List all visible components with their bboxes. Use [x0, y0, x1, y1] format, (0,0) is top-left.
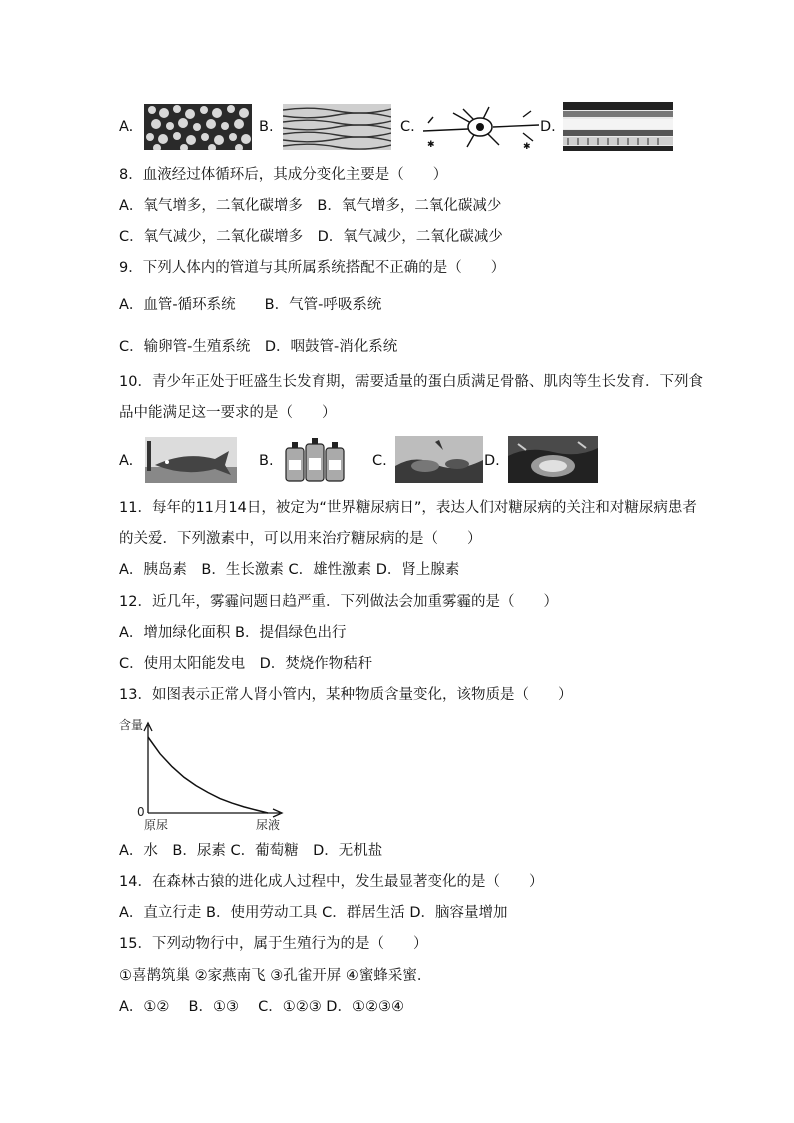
- q9-options-line2: C．输卵管-生殖系统 D．咽鼓管-消化系统: [119, 339, 398, 355]
- tissue-layers-image: [563, 102, 673, 151]
- q14-options-line1: A．直立行走 B．使用劳动工具 C．群居生活 D．脑容量增加: [119, 905, 508, 921]
- svg-text:✱: ✱: [523, 142, 531, 151]
- q15-stem: 15．下列动物行中，属于生殖行为的是（ ）: [119, 936, 428, 952]
- q13-options-line1: A．水 B．尿素 C．葡萄糖 D．无机盐: [119, 843, 383, 859]
- q7-option-a-label: A.: [119, 119, 134, 135]
- q7-option-c-label: C.: [400, 119, 415, 135]
- q7-option-b-label: B.: [259, 119, 274, 135]
- q8-stem: 8．血液经过体循环后，其成分变化主要是（ ）: [119, 167, 448, 183]
- q12-stem: 12．近几年，雾霾问题日趋严重．下列做法会加重雾霾的是（ ）: [119, 594, 558, 610]
- chart-origin-label: 0: [137, 805, 145, 819]
- q10-option-d-label: D.: [484, 453, 500, 469]
- q15-options-line: A．①② B．①③ C．①②③ D．①②③④: [119, 999, 404, 1015]
- q11-options-line1: A．胰岛素 B．生长激素 C．雄性激素 D．肾上腺素: [119, 562, 460, 578]
- chart-x-end-label: 尿液: [256, 818, 281, 832]
- chart-y-label: 含量: [119, 718, 144, 732]
- chart-x-start-label: 原尿: [144, 818, 169, 832]
- q14-stem: 14．在森林古猿的进化成人过程中，发生最显著变化的是（ ）: [119, 874, 544, 890]
- q10-option-b-label: B.: [259, 453, 274, 469]
- q10-option-a-label: A.: [119, 453, 134, 469]
- kidney-tubule-content-chart: [118, 715, 288, 833]
- q8-options-line1: A．氧气增多，二氧化碳增多 B．氧气增多，二氧化碳减少: [119, 198, 502, 214]
- q10-stem-line2: 品中能满足这一要求的是（ ）: [119, 405, 337, 421]
- q7-option-d-label: D.: [540, 119, 556, 135]
- q15-items-line: ①喜鹊筑巢 ②家燕南飞 ③孔雀开屏 ④蜜蜂采蜜．: [119, 968, 432, 984]
- q13-chart: [118, 715, 288, 833]
- q12-options-line2: C．使用太阳能发电 D．焚烧作物秸秆: [119, 656, 373, 672]
- q13-stem: 13．如图表示正常人肾小管内，某种物质含量变化，该物质是（ ）: [119, 687, 573, 703]
- q9-stem: 9．下列人体内的管道与其所属系统搭配不正确的是（ ）: [119, 260, 506, 276]
- q10-stem-line1: 10．青少年正处于旺盛生长发育期，需要适量的蛋白质满足骨骼、肌肉等生长发育．下列食: [119, 374, 703, 390]
- vegetables-image: [395, 436, 483, 483]
- fiber-texture-image: [283, 104, 391, 150]
- fruit-image: [508, 436, 598, 483]
- q10-option-c-label: C.: [372, 453, 387, 469]
- oil-bottles-image: [283, 436, 347, 483]
- q8-options-line2: C．氧气减少，二氧化碳增多 D．氧气减少，二氧化碳减少: [119, 229, 503, 245]
- svg-text:✱: ✱: [427, 140, 435, 150]
- q9-options-line1: A．血管-循环系统 B．气管-呼吸系统: [119, 297, 382, 313]
- fish-image: [145, 437, 237, 483]
- chart-series-line: [148, 737, 268, 813]
- q11-stem-line2: 的关爱．下列激素中，可以用来治疗糖尿病的是（ ）: [119, 531, 482, 547]
- cell-texture-image: [144, 104, 252, 150]
- neuron-image: [423, 103, 539, 151]
- q12-options-line1: A．增加绿化面积 B．提倡绿色出行: [119, 625, 347, 641]
- q11-stem-line1: 11．每年的11月14日，被定为“世界糖尿病日”，表达人们对糖尿病的关注和对糖尿病患者: [119, 500, 697, 516]
